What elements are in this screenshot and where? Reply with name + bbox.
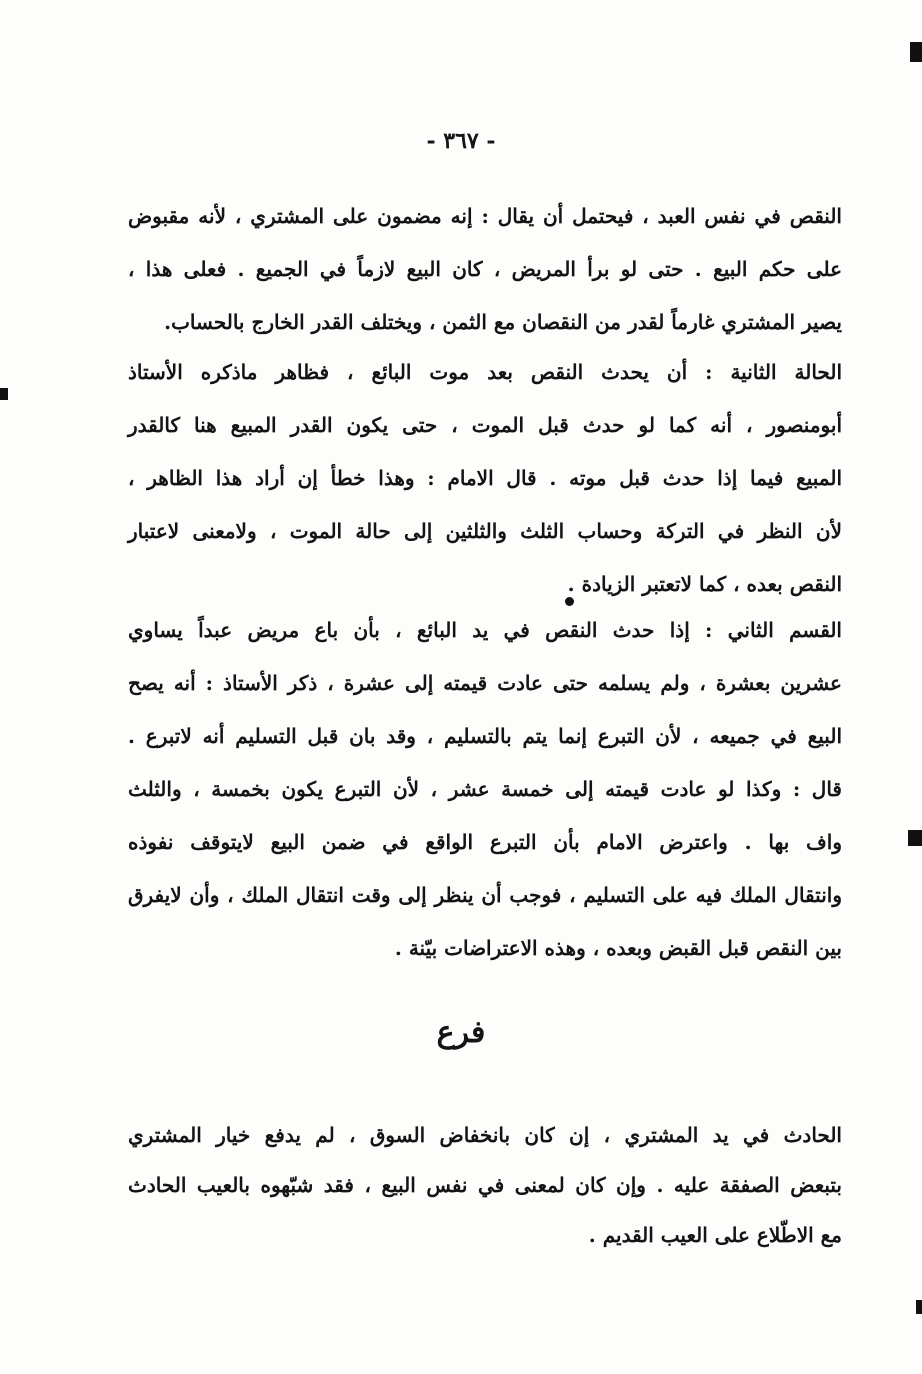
text-line: أبومنصور ، أنه كما لو حدث قبل الموت ، حتى يكون القدر المبيع هنا كالقدر bbox=[128, 413, 842, 437]
text-line: القسم الثاني : إذا حدث النقص في يد البائع ، بأن باع مريض عبداً يساوي bbox=[128, 618, 842, 642]
page-number: - ٣٦٧ - bbox=[426, 128, 496, 154]
paragraph-1 bbox=[128, 190, 842, 349]
scan-edge-mark bbox=[908, 830, 922, 846]
scan-edge-mark bbox=[910, 42, 922, 62]
text-line: مع الاطّلاع على العيب القديم . bbox=[588, 1223, 842, 1247]
text-line: النقص بعده ، كما لاتعتبر الزيادة . bbox=[567, 572, 842, 596]
paragraph-2 bbox=[128, 346, 842, 611]
text-line: قال : وكذا لو عادت قيمته إلى خمسة عشر ، لأن التبرع يكون بخمسة ، والثلث bbox=[128, 777, 842, 801]
text-line: الحالة الثانية : أن يحدث النقص بعد موت البائع ، فظاهر ماذكره الأستاذ bbox=[128, 360, 842, 384]
scan-edge-mark bbox=[916, 1300, 922, 1314]
closing-paragraph bbox=[128, 1110, 842, 1260]
text-line: لأن النظر في التركة وحساب الثلث والثلثين إلى حالة الموت ، ولامعنى لاعتبار bbox=[128, 519, 842, 543]
text-line: بين النقص قبل القبض وبعده ، وهذه الاعتراضات بيّنة . bbox=[394, 936, 842, 960]
text-line: على حكم البيع . حتى لو برأ المريض ، كان البيع لازماً في الجميع . فعلى هذا ، bbox=[128, 257, 842, 281]
text-line: يصير المشتري غارماً لقدر من النقصان مع الثمن ، ويختلف القدر الخارج بالحساب. bbox=[164, 310, 842, 334]
text-line: النقص في نفس العبد ، فيحتمل أن يقال : إنه مضمون على المشتري ، لأنه مقبوض bbox=[128, 204, 842, 228]
text-line: عشرين بعشرة ، ولم يسلمه حتى عادت قيمته إلى عشرة ، ذكر الأستاذ : أنه يصح bbox=[128, 671, 842, 695]
text-line: واف بها . واعترض الامام بأن التبرع الواقع في ضمن البيع لايتوقف نفوذه bbox=[128, 830, 842, 854]
text-line: البيع في جميعه ، لأن التبرع إنما يتم بالتسليم ، وقد بان قبل التسليم أنه لاتبرع . bbox=[128, 724, 842, 748]
scan-edge-mark bbox=[0, 388, 8, 400]
text-line: المبيع فيما إذا حدث قبل موته . قال الامام : وهذا خطأ إن أراد هذا الظاهر ، bbox=[128, 466, 842, 490]
section-heading: فرع bbox=[436, 1015, 486, 1050]
paragraph-3 bbox=[128, 604, 842, 975]
text-line: وانتقال الملك فيه على التسليم ، فوجب أن ينظر إلى وقت انتقال الملك ، وأن لايفرق bbox=[128, 883, 842, 907]
text-line: الحادث في يد المشتري ، إن كان بانخفاض السوق ، لم يدفع خيار المشتري bbox=[128, 1123, 842, 1147]
text-line: بتبعض الصفقة عليه . وإن كان لمعنى في نفس البيع ، فقد شبّهوه بالعيب الحادث bbox=[128, 1173, 842, 1197]
